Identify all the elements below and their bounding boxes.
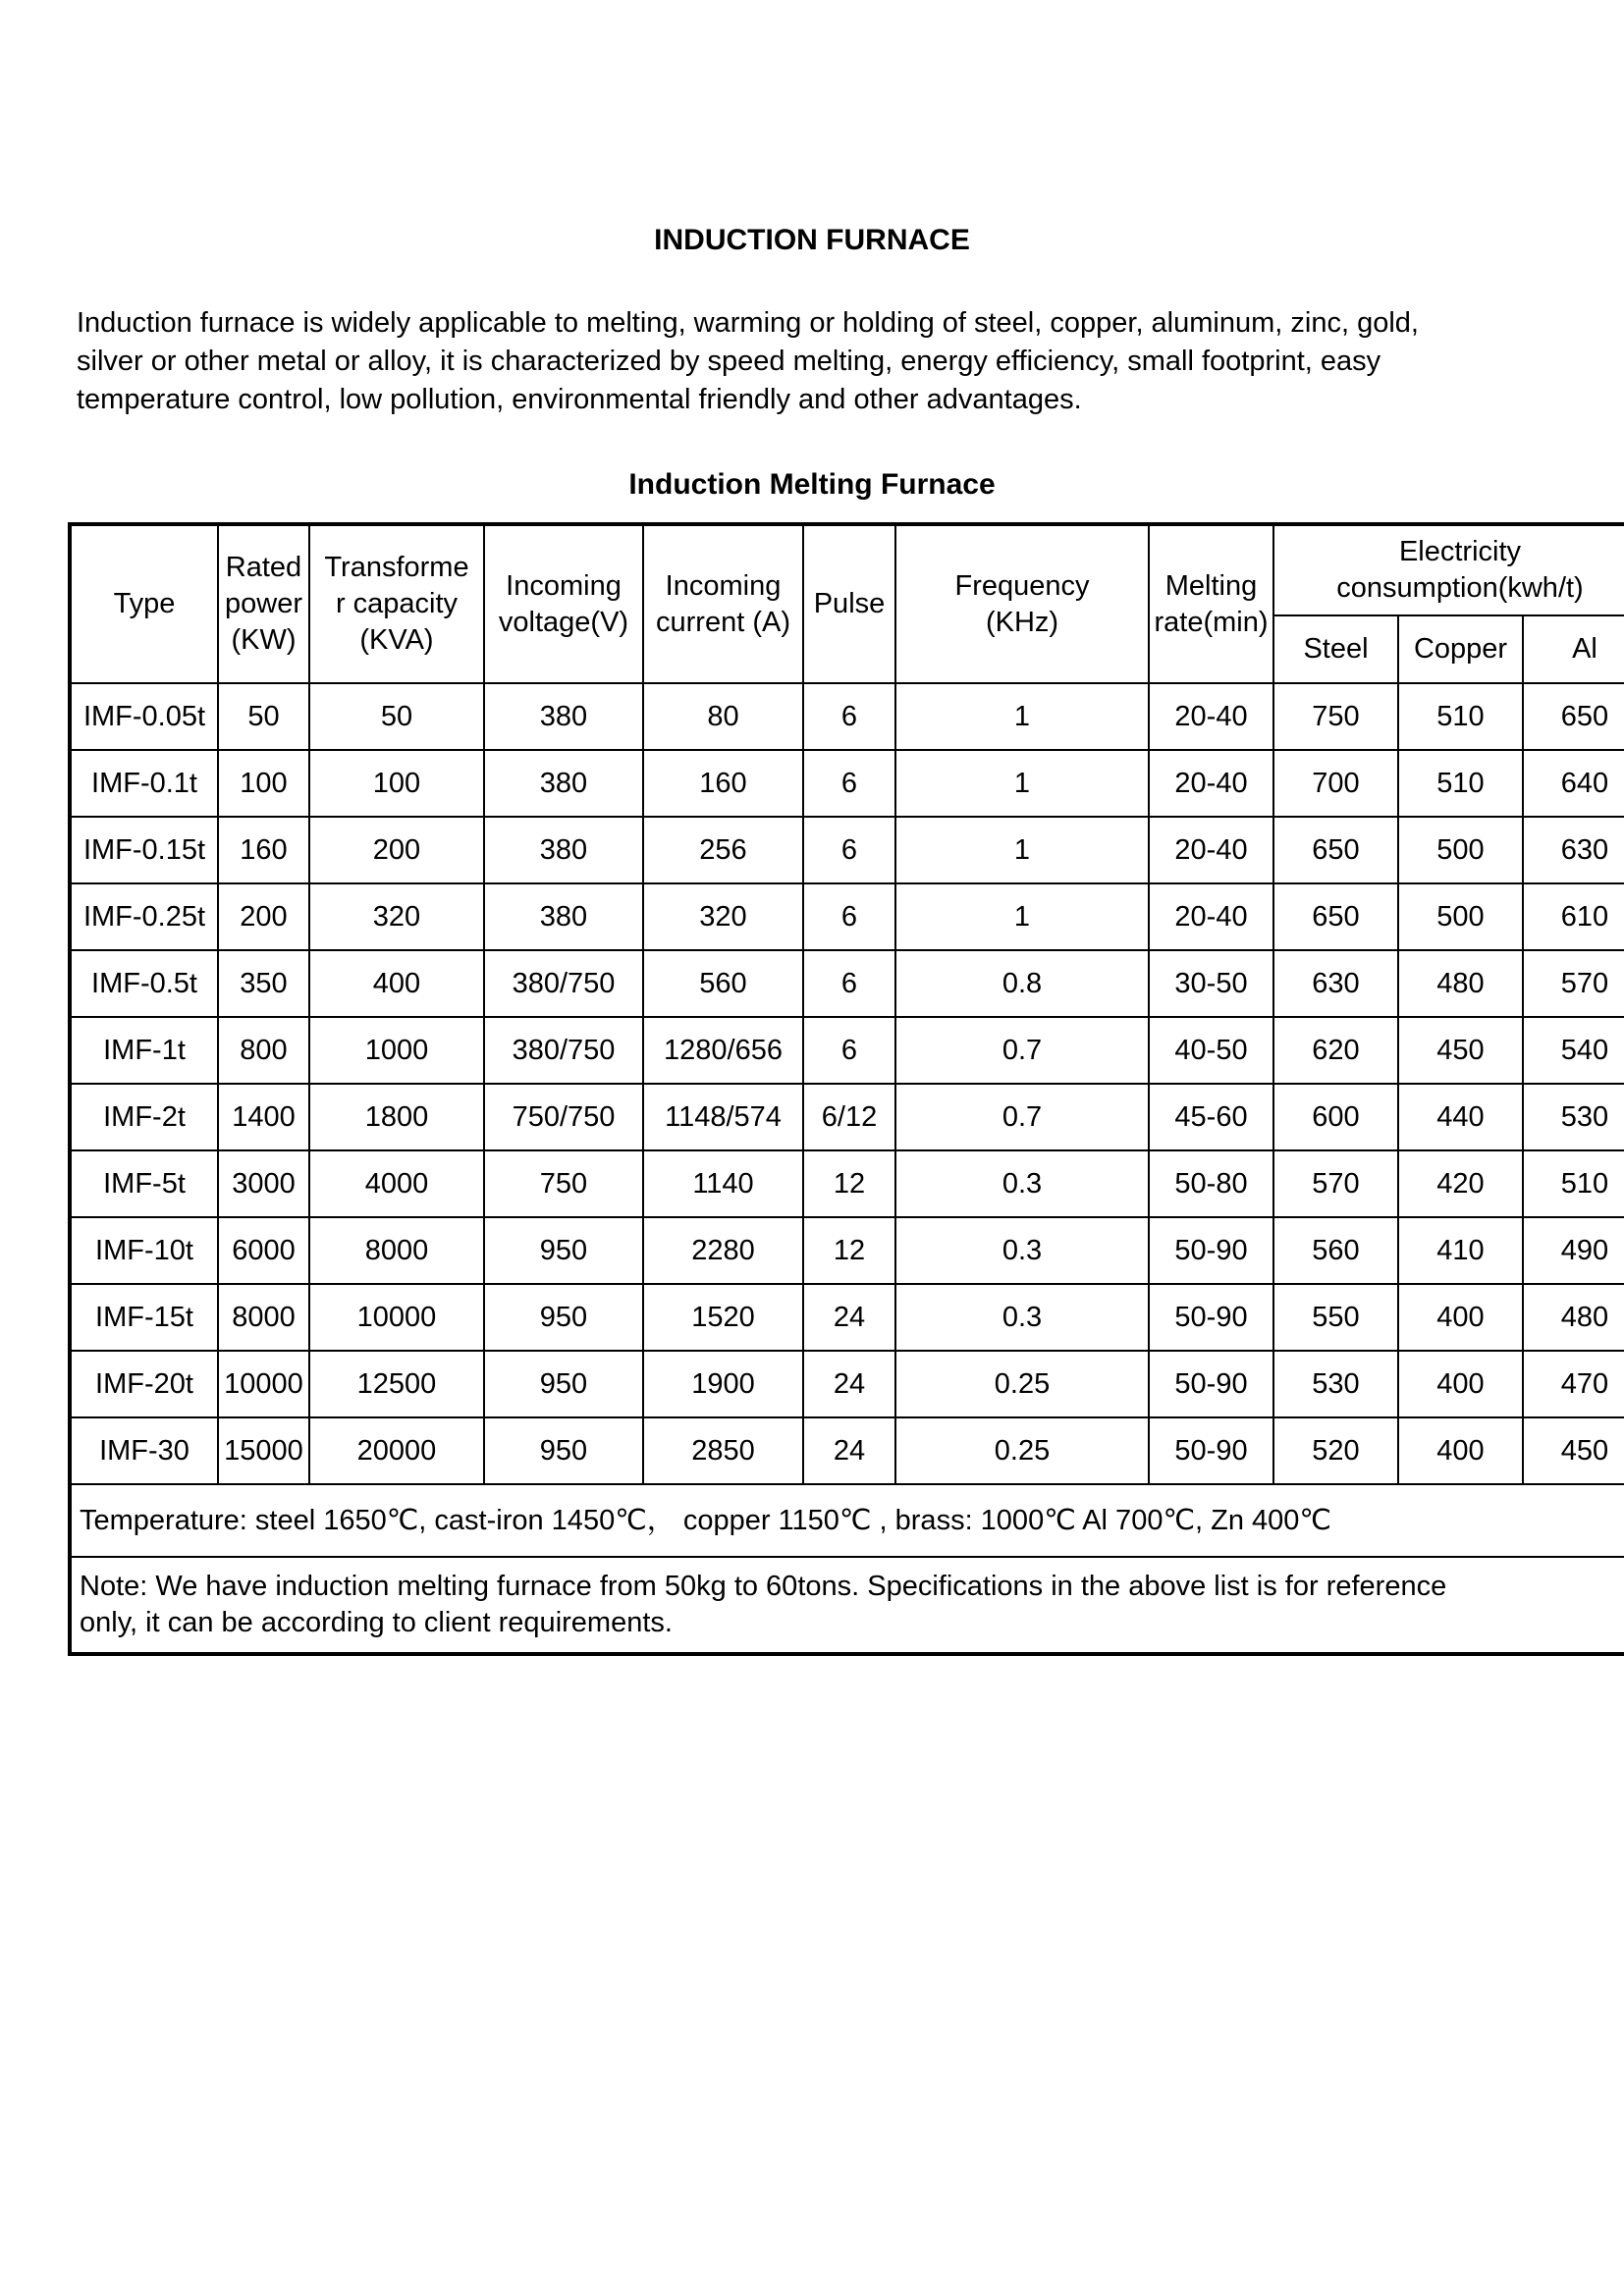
table-row [70, 1084, 1624, 1150]
header-line: Incoming [665, 569, 782, 602]
cell-copper-consumption: 410 [1398, 1217, 1523, 1284]
table-row [70, 1284, 1624, 1351]
cell-frequency: 0.25 [895, 1351, 1149, 1417]
header-al: Al [1523, 615, 1624, 683]
cell-transformer-capacity: 10000 [309, 1284, 484, 1351]
cell-frequency: 0.25 [895, 1417, 1149, 1484]
cell-incoming-current: 160 [643, 750, 803, 817]
cell-melting-rate: 20-40 [1149, 683, 1273, 750]
cell-copper-consumption: 480 [1398, 950, 1523, 1017]
cell-rated-power: 350 [218, 950, 309, 1017]
cell-al-consumption: 540 [1523, 1017, 1624, 1084]
cell-type: IMF-0.5t [70, 950, 218, 1017]
cell-pulse: 6/12 [803, 1084, 895, 1150]
cell-al-consumption: 630 [1523, 817, 1624, 883]
cell-al-consumption: 510 [1523, 1150, 1624, 1217]
reference-note [70, 1557, 1624, 1654]
cell-incoming-voltage: 380 [484, 883, 643, 950]
header-line: rate(min) [1154, 606, 1269, 638]
header-incoming-current [643, 524, 803, 683]
cell-steel-consumption: 520 [1273, 1417, 1398, 1484]
cell-steel-consumption: 650 [1273, 883, 1398, 950]
cell-frequency: 0.3 [895, 1150, 1149, 1217]
header-electricity-consumption [1273, 524, 1624, 615]
note-line: Note: We have induction melting furnace from 50kg to 60tons. Specifications in the above list is for reference [80, 1571, 1447, 1602]
cell-transformer-capacity: 400 [309, 950, 484, 1017]
cell-rated-power: 3000 [218, 1150, 309, 1217]
cell-melting-rate: 50-90 [1149, 1284, 1273, 1351]
cell-transformer-capacity: 1000 [309, 1017, 484, 1084]
cell-steel-consumption: 650 [1273, 817, 1398, 883]
cell-steel-consumption: 570 [1273, 1150, 1398, 1217]
table-row [70, 683, 1624, 750]
cell-incoming-voltage: 380 [484, 817, 643, 883]
cell-transformer-capacity: 320 [309, 883, 484, 950]
cell-incoming-current: 1280/656 [643, 1017, 803, 1084]
cell-steel-consumption: 700 [1273, 750, 1398, 817]
cell-type: IMF-1t [70, 1017, 218, 1084]
header-line: Transforme [324, 552, 469, 583]
cell-al-consumption: 610 [1523, 883, 1624, 950]
cell-incoming-voltage: 750/750 [484, 1084, 643, 1150]
cell-copper-consumption: 450 [1398, 1017, 1523, 1084]
header-line: r capacity [335, 588, 459, 619]
table-row [70, 1150, 1624, 1217]
cell-incoming-current: 320 [643, 883, 803, 950]
cell-type: IMF-20t [70, 1351, 218, 1417]
cell-type: IMF-0.25t [70, 883, 218, 950]
header-rated-power [218, 524, 309, 683]
cell-al-consumption: 650 [1523, 683, 1624, 750]
cell-incoming-voltage: 950 [484, 1284, 643, 1351]
intro-line: silver or other metal or alloy, it is characterized by speed melting, energy efficiency, small footprint, easy [77, 346, 1381, 377]
cell-rated-power: 160 [218, 817, 309, 883]
header-line: (KW) [231, 624, 297, 656]
cell-frequency: 1 [895, 750, 1149, 817]
cell-steel-consumption: 750 [1273, 683, 1398, 750]
table-row [70, 883, 1624, 950]
header-melting-rate [1149, 524, 1273, 683]
cell-melting-rate: 20-40 [1149, 817, 1273, 883]
temperature-note: Temperature: steel 1650℃, cast-iron 1450℃， copper 1150℃ , brass: 1000℃ Al 700℃, Zn 400℃ [70, 1484, 1624, 1557]
note-line: only, it can be according to client requirements. [80, 1607, 673, 1638]
cell-incoming-current: 1148/574 [643, 1084, 803, 1150]
cell-rated-power: 6000 [218, 1217, 309, 1284]
cell-pulse: 6 [803, 950, 895, 1017]
cell-transformer-capacity: 4000 [309, 1150, 484, 1217]
cell-rated-power: 10000 [218, 1351, 309, 1417]
cell-melting-rate: 50-90 [1149, 1417, 1273, 1484]
header-line: Electricity [1398, 536, 1522, 567]
header-line: Incoming [506, 569, 622, 602]
table-row [70, 1417, 1624, 1484]
cell-incoming-voltage: 950 [484, 1217, 643, 1284]
header-line: power [225, 588, 302, 619]
cell-steel-consumption: 600 [1273, 1084, 1398, 1150]
cell-transformer-capacity: 100 [309, 750, 484, 817]
table-row [70, 817, 1624, 883]
cell-incoming-voltage: 380/750 [484, 950, 643, 1017]
cell-rated-power: 100 [218, 750, 309, 817]
cell-frequency: 0.7 [895, 1084, 1149, 1150]
cell-transformer-capacity: 50 [309, 683, 484, 750]
cell-transformer-capacity: 12500 [309, 1351, 484, 1417]
table-title: Induction Melting Furnace [628, 468, 996, 501]
cell-frequency: 1 [895, 883, 1149, 950]
cell-type: IMF-30 [70, 1417, 218, 1484]
table-row [70, 1351, 1624, 1417]
cell-incoming-voltage: 380 [484, 683, 643, 750]
cell-pulse: 6 [803, 750, 895, 817]
header-line: Rated [225, 552, 302, 583]
cell-incoming-current: 2280 [643, 1217, 803, 1284]
cell-incoming-current: 1900 [643, 1351, 803, 1417]
cell-melting-rate: 40-50 [1149, 1017, 1273, 1084]
cell-type: IMF-15t [70, 1284, 218, 1351]
header-line: current (A) [656, 606, 790, 638]
cell-incoming-voltage: 950 [484, 1417, 643, 1484]
cell-copper-consumption: 510 [1398, 750, 1523, 817]
cell-rated-power: 1400 [218, 1084, 309, 1150]
cell-incoming-voltage: 950 [484, 1351, 643, 1417]
header-pulse: Pulse [803, 524, 895, 683]
header-incoming-voltage [484, 524, 643, 683]
cell-al-consumption: 450 [1523, 1417, 1624, 1484]
cell-transformer-capacity: 200 [309, 817, 484, 883]
cell-copper-consumption: 500 [1398, 817, 1523, 883]
cell-frequency: 0.3 [895, 1217, 1149, 1284]
cell-incoming-current: 1140 [643, 1150, 803, 1217]
cell-transformer-capacity: 20000 [309, 1417, 484, 1484]
cell-frequency: 0.8 [895, 950, 1149, 1017]
cell-incoming-voltage: 380/750 [484, 1017, 643, 1084]
cell-pulse: 6 [803, 683, 895, 750]
table-row [70, 1217, 1624, 1284]
cell-incoming-current: 1520 [643, 1284, 803, 1351]
cell-type: IMF-2t [70, 1084, 218, 1150]
header-line: consumption(kwh/t) [1336, 572, 1584, 604]
cell-incoming-current: 560 [643, 950, 803, 1017]
table-body [70, 683, 1624, 1484]
cell-copper-consumption: 400 [1398, 1351, 1523, 1417]
cell-copper-consumption: 510 [1398, 683, 1523, 750]
cell-type: IMF-0.1t [70, 750, 218, 817]
intro-line: temperature control, low pollution, environmental friendly and other advantages. [77, 384, 1082, 415]
cell-pulse: 6 [803, 883, 895, 950]
cell-pulse: 12 [803, 1217, 895, 1284]
intro-paragraph [77, 304, 1549, 419]
page-title: INDUCTION FURNACE [654, 224, 970, 256]
cell-steel-consumption: 630 [1273, 950, 1398, 1017]
cell-melting-rate: 20-40 [1149, 750, 1273, 817]
cell-incoming-current: 80 [643, 683, 803, 750]
cell-frequency: 1 [895, 683, 1149, 750]
cell-al-consumption: 640 [1523, 750, 1624, 817]
cell-frequency: 0.3 [895, 1284, 1149, 1351]
header-transformer-capacity [309, 524, 484, 683]
cell-rated-power: 50 [218, 683, 309, 750]
cell-type: IMF-10t [70, 1217, 218, 1284]
cell-rated-power: 800 [218, 1017, 309, 1084]
cell-copper-consumption: 440 [1398, 1084, 1523, 1150]
cell-transformer-capacity: 1800 [309, 1084, 484, 1150]
cell-incoming-voltage: 380 [484, 750, 643, 817]
header-line: Frequency [954, 569, 1090, 602]
cell-pulse: 24 [803, 1284, 895, 1351]
cell-steel-consumption: 620 [1273, 1017, 1398, 1084]
header-steel: Steel [1273, 615, 1398, 683]
header-line: Melting [1164, 569, 1258, 602]
cell-frequency: 1 [895, 817, 1149, 883]
cell-rated-power: 200 [218, 883, 309, 950]
cell-copper-consumption: 400 [1398, 1417, 1523, 1484]
header-frequency [895, 524, 1149, 683]
table-row [70, 950, 1624, 1017]
cell-pulse: 24 [803, 1417, 895, 1484]
header-copper: Copper [1398, 615, 1523, 683]
cell-incoming-current: 256 [643, 817, 803, 883]
cell-type: IMF-0.05t [70, 683, 218, 750]
header-line: (KVA) [359, 624, 434, 656]
cell-frequency: 0.7 [895, 1017, 1149, 1084]
cell-type: IMF-5t [70, 1150, 218, 1217]
cell-transformer-capacity: 8000 [309, 1217, 484, 1284]
cell-copper-consumption: 400 [1398, 1284, 1523, 1351]
cell-al-consumption: 480 [1523, 1284, 1624, 1351]
cell-type: IMF-0.15t [70, 817, 218, 883]
cell-melting-rate: 45-60 [1149, 1084, 1273, 1150]
cell-melting-rate: 50-90 [1149, 1351, 1273, 1417]
cell-pulse: 12 [803, 1150, 895, 1217]
intro-line: Induction furnace is widely applicable to melting, warming or holding of steel, copper, aluminum, zinc, gold, [77, 307, 1419, 339]
cell-steel-consumption: 560 [1273, 1217, 1398, 1284]
cell-copper-consumption: 500 [1398, 883, 1523, 950]
cell-copper-consumption: 420 [1398, 1150, 1523, 1217]
cell-pulse: 6 [803, 1017, 895, 1084]
cell-al-consumption: 470 [1523, 1351, 1624, 1417]
cell-incoming-voltage: 750 [484, 1150, 643, 1217]
cell-rated-power: 8000 [218, 1284, 309, 1351]
cell-incoming-current: 2850 [643, 1417, 803, 1484]
cell-pulse: 6 [803, 817, 895, 883]
cell-melting-rate: 20-40 [1149, 883, 1273, 950]
cell-al-consumption: 490 [1523, 1217, 1624, 1284]
header-line: (KHz) [985, 606, 1059, 638]
cell-melting-rate: 50-80 [1149, 1150, 1273, 1217]
cell-al-consumption: 530 [1523, 1084, 1624, 1150]
cell-pulse: 24 [803, 1351, 895, 1417]
cell-steel-consumption: 530 [1273, 1351, 1398, 1417]
cell-al-consumption: 570 [1523, 950, 1624, 1017]
cell-steel-consumption: 550 [1273, 1284, 1398, 1351]
spec-table [68, 522, 1624, 1656]
table-row [70, 1017, 1624, 1084]
cell-melting-rate: 30-50 [1149, 950, 1273, 1017]
cell-melting-rate: 50-90 [1149, 1217, 1273, 1284]
header-type: Type [70, 524, 218, 683]
table-row [70, 750, 1624, 817]
cell-rated-power: 15000 [218, 1417, 309, 1484]
header-line: voltage(V) [498, 606, 629, 638]
